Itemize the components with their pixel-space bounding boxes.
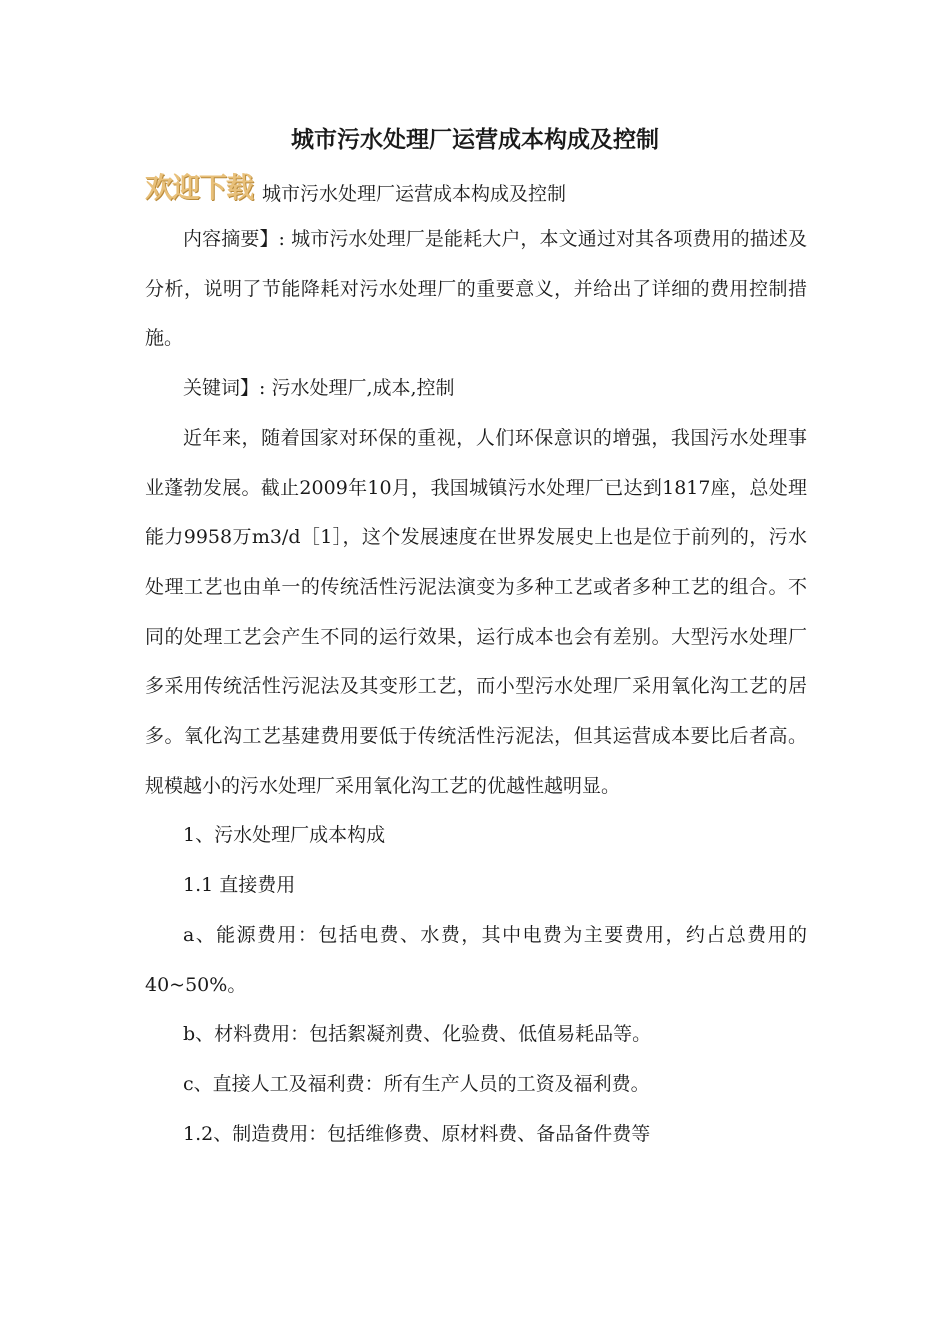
list-item: c、直接人工及福利费：所有生产人员的工资及福利费。 [183,1072,650,1095]
document-title: 城市污水处理厂运营成本构成及控制 [291,126,659,153]
list-item: a、能源费用：包括电费、水费，其中电费为主要费用，约占总费用的 40~50%。 [145,923,807,996]
document-subtitle: 城市污水处理厂运营成本构成及控制 [262,183,567,205]
subsection-heading: 1.1 直接费用 [183,874,296,897]
watermark-logo: 欢迎下载 [145,171,254,204]
subsection-heading: 1.2、制造费用：包括维修费、原材料费、备品备件费等 [183,1122,651,1145]
document-body [145,215,807,1159]
keywords-paragraph: 关键词】: 污水处理厂,成本,控制 [183,377,455,400]
section-heading: 1、污水处理厂成本构成 [183,824,386,847]
abstract-paragraph: 内容摘要】: 城市污水处理厂是能耗大户，本文通过对其各项费用的描述及分析，说明了节能降耗对污水处理厂的重要意义，并给出了详细的费用控制措施。 [145,228,807,350]
list-item: b、材料费用：包括絮凝剂费、化验费、低值易耗品等。 [183,1023,652,1046]
intro-paragraph: 近年来，随着国家对环保的重视，人们环保意识的增强，我国污水处理事业蓬勃发展。截止2009年10月，我国城镇污水处理厂已达到1817座，总处理能力9958万m3/d［1］，这个发展速度在世界发展史上也是位于前列的，污水处理工艺也由单一的传统活性污泥法演变为多种工艺或者多种工艺的组合。不同的处理工艺会产生不同的运行效果，运行成本也会有差别。大型污水处理厂多采用传统活性污泥法及其变形工艺，而小型污水处理厂采用氧化沟工艺的居多。氧化沟工艺基建费用要低于传统活性污泥法，但其运营成本要比后者高。规模越小的污水处理厂采用氧化沟工艺的优越性越明显。 [145,426,807,797]
